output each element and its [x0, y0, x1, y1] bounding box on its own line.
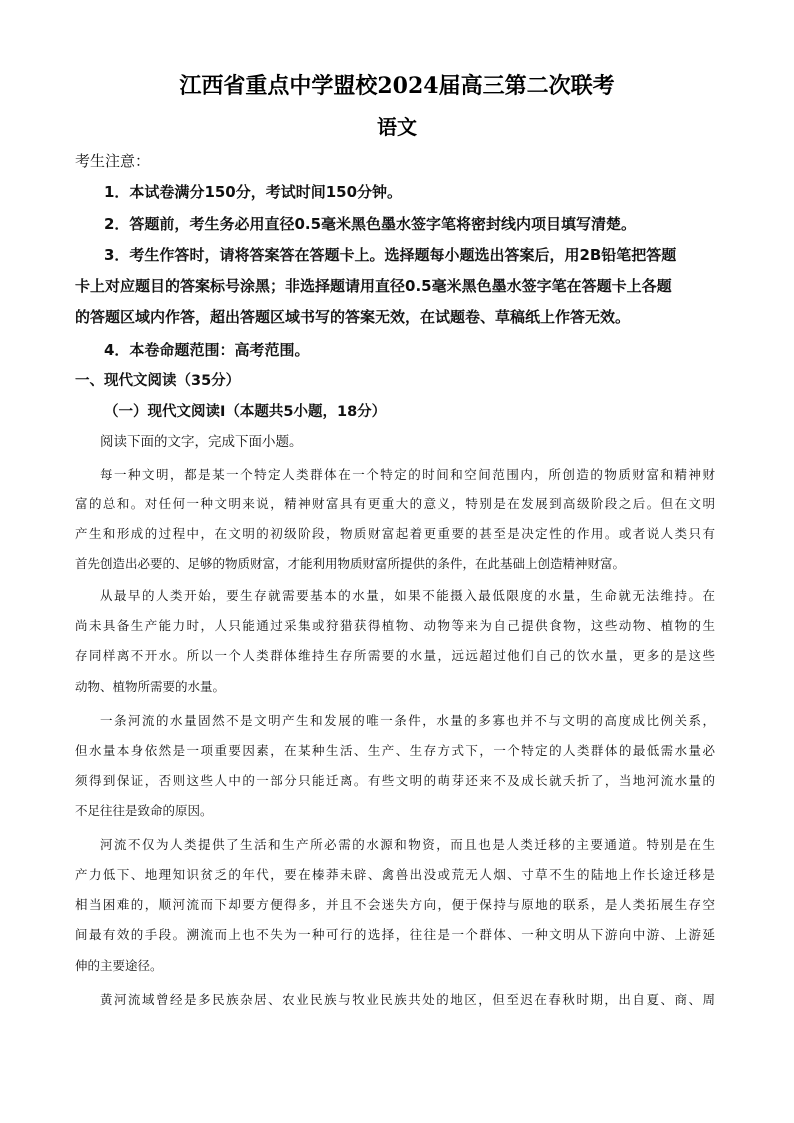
passage-line: 尚未具备生产能力时，人只能通过采集或狩猎获得植物、动物等来为自己提供食物，这些动物、植物的生 [75, 618, 715, 633]
passage-line: 从最早的人类开始，要生存就需要基本的水量，如果不能摄入最低限度的水量，生命就无法维持。在 [100, 588, 715, 603]
notice-item-4: 4．本卷命题范围：高考范围。 [104, 341, 310, 359]
subject-title: 语文 [377, 115, 417, 139]
section-heading: 一、现代文阅读（35分） [75, 373, 241, 389]
subsection-heading: （一）现代文阅读Ⅰ（本题共5小题，18分） [104, 404, 387, 420]
notice-item-2: 2．答题前，考生务必用直径0.5毫米黑色墨水签字笔将密封线内项目填写清楚。 [104, 215, 637, 233]
notice-item-3-cont-2: 的答题区域内作答，超出答题区域书写的答案无效，在试题卷、草稿纸上作答无效。 [75, 308, 631, 326]
passage-line: 动物、植物所需要的水量。 [75, 679, 226, 694]
notice-item-3: 3．考生作答时，请将答案答在答题卡上。选择题每小题选出答案后，用2B铅笔把答题 [104, 246, 677, 264]
passage-line: 一条河流的水量固然不是文明产生和发展的唯一条件，水量的多寡也并不与文明的高度成比例关系， [100, 713, 715, 728]
passage-line: 但水量本身依然是一项重要因素，在某种生活、生产、生存方式下，一个特定的人类群体的最低需水量必 [75, 743, 715, 758]
notice-heading: 考生注意： [75, 152, 151, 170]
passage-line: 富的总和。对任何一种文明来说，精神财富具有更重大的意义，特别是在发展到高级阶段之后。但在文明 [75, 496, 715, 511]
passage-line: 首先创造出必要的、足够的物质财富，才能利用物质财富所提供的条件，在此基础上创造精神财富。 [75, 556, 626, 571]
reading-instruction: 阅读下面的文字，完成下面小题。 [100, 434, 303, 450]
passage-line: 相当困难的，顺河流而下却要方便得多，并且不会迷失方向，便于保持与原地的联系，是人类拓展生存空 [75, 897, 715, 912]
passage-line: 伸的主要途径。 [75, 958, 163, 973]
passage-line: 存同样离不开水。所以一个人类群体维持生存所需要的水量，远远超过他们自己的饮水量，更多的是这些 [75, 648, 715, 663]
passage-line: 黄河流域曾经是多民族杂居、农业民族与牧业民族共处的地区，但至迟在春秋时期，出自夏、商、周 [100, 992, 715, 1007]
passage-line: 河流不仅为人类提供了生活和生产所必需的水源和物资，而且也是人类迁移的主要通道。特别是在生 [100, 837, 715, 852]
passage-line: 须得到保证，否则这些人中的一部分只能迁离。有些文明的萌芽还来不及成长就夭折了，当地河流水量的 [75, 773, 715, 788]
exam-title: 江西省重点中学盟校2024届高三第二次联考 [179, 73, 615, 99]
passage-line: 产力低下、地理知识贫乏的年代，要在榛莽未辟、禽兽出没或荒无人烟、寸草不生的陆地上作长途迁移是 [75, 867, 715, 882]
notice-item-3-cont-1: 卡上对应题目的答案标号涂黑；非选择题请用直径0.5毫米黑色墨水签字笔在答题卡上各题 [75, 277, 672, 295]
passage-line: 间最有效的手段。溯流而上也不失为一种可行的选择，往往是一个群体、一种文明从下游向中游、上游延 [75, 927, 715, 942]
passage-line: 每一种文明，都是某一个特定人类群体在一个特定的时间和空间范围内，所创造的物质财富和精神财 [100, 467, 715, 482]
notice-item-1: 1．本试卷满分150分，考试时间150分钟。 [104, 183, 403, 201]
passage-line: 不足往往是致命的原因。 [75, 803, 213, 818]
passage-line: 产生和形成的过程中，在文明的初级阶段，物质财富起着更重要的甚至是决定性的作用。或者说人类只有 [75, 526, 715, 541]
